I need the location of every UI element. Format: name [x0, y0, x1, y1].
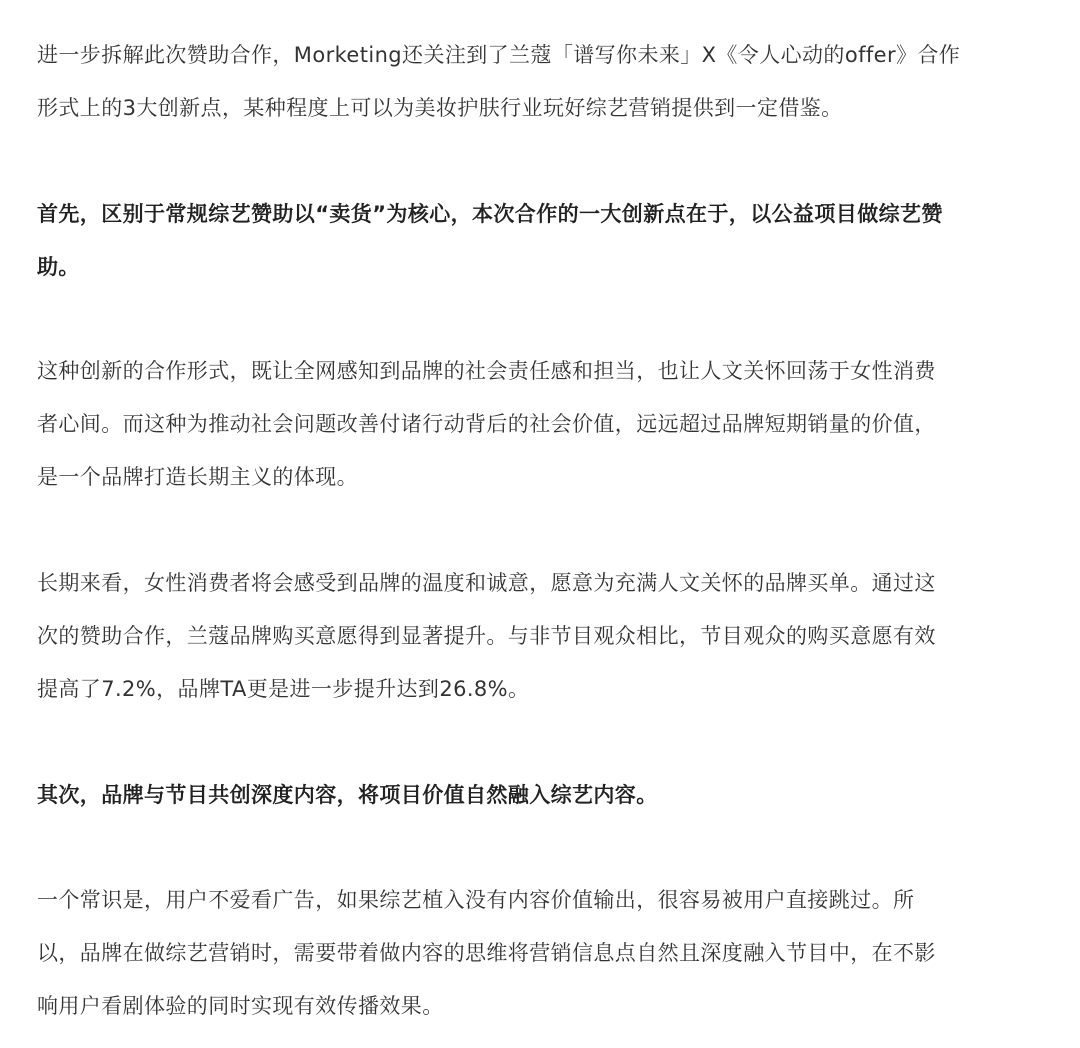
paragraph-line: 一个常识是，用户不爱看广告，如果综艺植入没有内容价值输出，很容易被用户直接跳过。所: [37, 888, 915, 912]
paragraph-line: 首先，区别于常规综艺赞助以“卖货”为核心，本次合作的一大创新点在于，以公益项目做综艺赞: [37, 202, 943, 226]
paragraph-line: 这种创新的合作形式，既让全网感知到品牌的社会责任感和担当，也让人文关怀回荡于女性消费: [37, 359, 936, 383]
paragraph-long-term: [37, 557, 1047, 716]
paragraph-line: 者心间。而这种为推动社会问题改善付诸行动背后的社会价值，远远超过品牌短期销量的价值，: [37, 412, 936, 436]
paragraph-line: 形式上的3大创新点，某种程度上可以为美妆护肤行业玩好综艺营销提供到一定借鉴。: [37, 96, 843, 120]
paragraph-line: 进一步拆解此次赞助合作，Morketing还关注到了兰蔻「谱写你未来」X《令人心动的offer》合作: [37, 43, 961, 67]
paragraph-line: 是一个品牌打造长期主义的体现。: [37, 465, 358, 489]
heading-first-point: [37, 188, 1047, 294]
heading-second-point: [37, 769, 1047, 822]
paragraph-line: 以，品牌在做综艺营销时，需要带着做内容的思维将营销信息点自然且深度融入节目中，在不影: [37, 941, 936, 965]
paragraph-line: 提高了7.2%，品牌TA更是进一步提升达到26.8%。: [37, 677, 530, 701]
paragraph-intro: [37, 29, 1047, 135]
paragraph-content: [37, 874, 1047, 1033]
paragraph-innovation: [37, 345, 1047, 504]
paragraph-line: 长期来看，女性消费者将会感受到品牌的温度和诚意，愿意为充满人文关怀的品牌买单。通过这: [37, 571, 936, 595]
paragraph-line: 其次，品牌与节目共创深度内容，将项目价值自然融入综艺内容。: [37, 783, 658, 807]
paragraph-line: 次的赞助合作，兰蔻品牌购买意愿得到显著提升。与非节目观众相比，节目观众的购买意愿有效: [37, 624, 936, 648]
paragraph-line: 助。: [37, 255, 80, 279]
paragraph-line: 响用户看剧体验的同时实现有效传播效果。: [37, 994, 444, 1018]
